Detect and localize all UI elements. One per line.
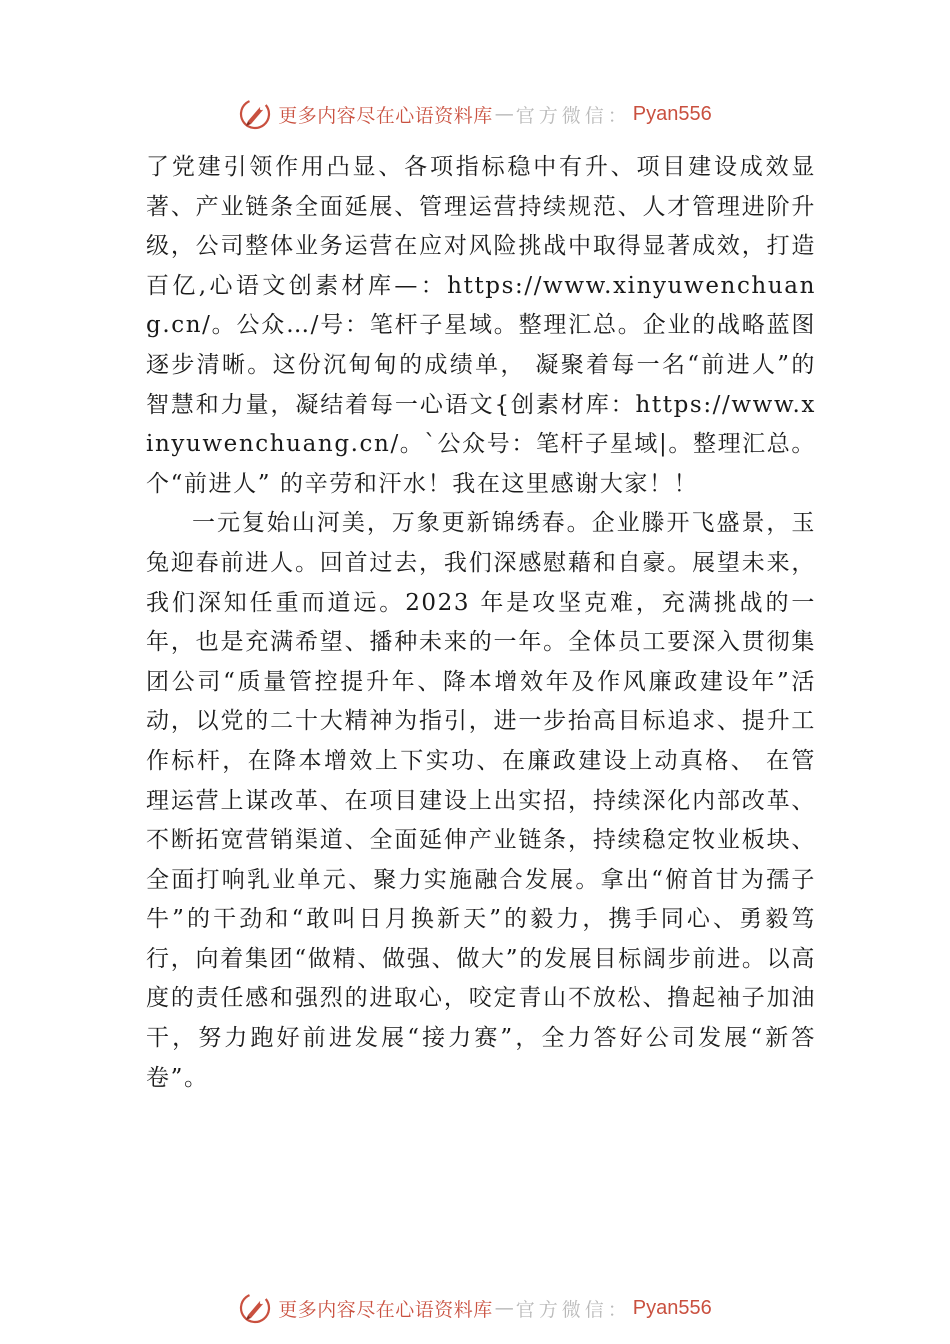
footer-wechat-text: 官方微信：	[515, 1298, 631, 1321]
footer-library-label: 更多内容尽在心语资料库	[278, 1298, 493, 1321]
header-separator: —	[494, 103, 514, 125]
header-wechat-id: Pyan556	[632, 102, 712, 125]
header-banner	[0, 94, 950, 134]
header-wechat-text: 官方微信：	[515, 104, 631, 127]
footer-banner	[0, 1288, 950, 1328]
pen-seal-logo-icon	[238, 97, 272, 131]
footer-separator: —	[494, 1297, 514, 1319]
header-library-label: 更多内容尽在心语资料库	[278, 104, 493, 127]
pen-seal-logo-icon	[238, 1291, 272, 1325]
footer-wechat-id: Pyan556	[632, 1296, 712, 1319]
paragraph-1: 了党建引领作用凸显、各项指标稳中有升、项目建设成效显著、产业链条全面延展、管理运营持续规范、人才管理进阶升级，公司整体业务运营在应对风险挑战中取得显著成效，打造百亿,心语文创素材库—：https://www.xinyuwenchuang.cn/。公众…/号：笔杆子星域。整理汇总。企业的战略蓝图逐步清晰。这份沉甸甸的成绩单， 凝聚着每一名“前进人”的智慧和力量，凝结着每一心语文{创素材库：https://www.xinyuwenchuang.cn/。`公众号：笔杆子星域|。整理汇总。个“前进人” 的辛劳和汗水！我在这里感谢大家！！	[146, 154, 816, 497]
document-body	[146, 148, 816, 1098]
paragraph-2: 一元复始山河美，万象更新锦绣春。企业滕开飞盛景，玉兔迎春前进人。回首过去，我们深感慰藉和自豪。展望未来，我们深知任重而道远。2023 年是攻坚克难，充满挑战的一年，也是充满希望、播种未来的一年。全体员工要深入贯彻集团公司“质量管控提升年、降本增效年及作风廉政建设年”活动，以党的二十大精神为指引，进一步抬高目标追求、提升工作标杆，在降本增效上下实功、在廉政建设上动真格、 在管理运营上谋改革、在项目建设上出实招，持续深化内部改革、不断拓宽营销渠道、全面延伸产业链条，持续稳定牧业板块、全面打响乳业单元、聚力实施融合发展。拿出“俯首甘为孺子牛”的干劲和“敢叫日月换新天”的毅力，携手同心、勇毅笃行，向着集团“做精、做强、做大”的发展目标阔步前进。以高度的责任感和强烈的进取心，咬定青山不放松、撸起袖子加油干，努力跑好前进发展“接力赛”，全力答好公司发展“新答卷”。	[146, 510, 816, 1091]
